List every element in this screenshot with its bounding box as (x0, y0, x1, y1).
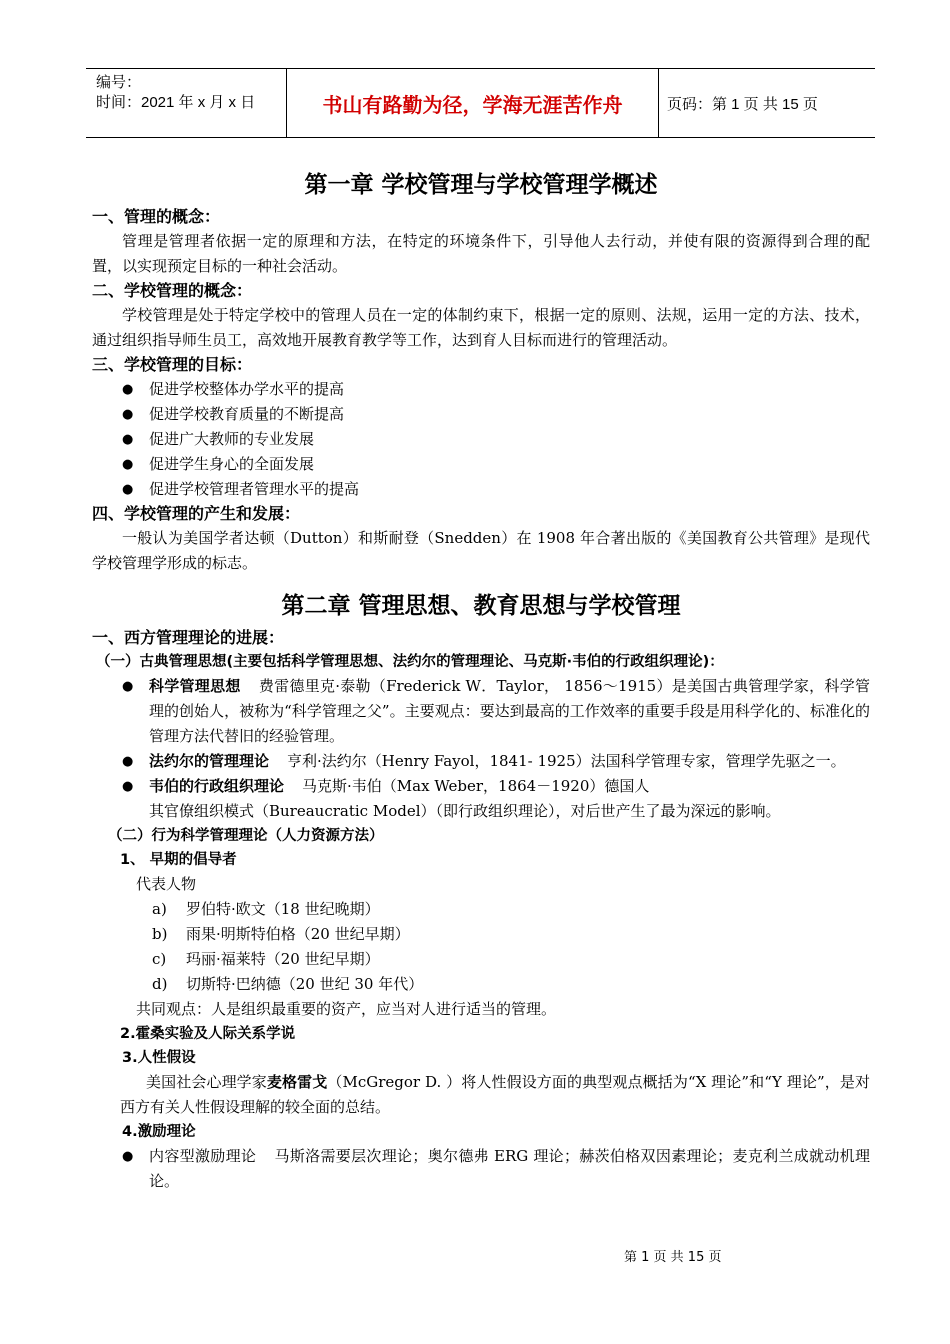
list-item: ● 促进学校管理者管理水平的提高 (92, 477, 870, 502)
list-item: d) 切斯特·巴纳德（20 世纪 30 年代） (152, 975, 424, 993)
section-title: 三、学校管理的目标： (92, 355, 253, 374)
label-text: 代表人物 (136, 875, 197, 893)
subsection-title: 2.霍桑实验及人际关系学说 (120, 1026, 296, 1042)
list-item: c) 玛丽·福莱特（20 世纪早期） (152, 950, 380, 968)
bullet-icon: ● (122, 407, 134, 422)
list-item: ● 促进学生身心的全面发展 (92, 452, 870, 477)
section-title: 一、西方管理理论的进展： (92, 628, 285, 647)
list-item: ● 促进广大教师的专业发展 (92, 427, 870, 452)
chapter-2-title: 第二章 管理思想、教育思想与学校管理 (281, 593, 681, 619)
number-label: 编号： (96, 74, 142, 91)
list-item: ● 科学管理思想 费雷德里克·泰勒（Frederick W．Taylor， 1856～1915）是美国古典管理学家，科学管理的创始人，被称为“科学管理之父”。主要观点：要达到最高的工作效率的重要手段是用科学化的、标准化的管理方法代替旧的经验管理。 (92, 674, 870, 749)
bullet-icon: ● (122, 457, 134, 472)
bullet-icon: ● (122, 754, 134, 769)
section-title: 一、管理的概念： (92, 207, 221, 226)
paragraph: 学校管理是处于特定学校中的管理人员在一定的体制约束下，根据一定的原则、法规，运用一定的方法、技术，通过组织指导师生员工，高效地开展教育教学等工作，达到育人目标而进行的管理活动。 (92, 306, 870, 349)
bullet-icon: ● (122, 482, 134, 497)
subsection-title: 4.激励理论 (122, 1124, 196, 1140)
paragraph: 共同观点：人是组织最重要的资产，应当对人进行适当的管理。 (136, 1000, 557, 1018)
paragraph: 美国社会心理学家麦格雷戈（McGregor D. ）将人性假设方面的典型观点概括为“X 理论”和“Y 理论”，是对西方有关人性假设理解的较全面的总结。 (120, 1073, 870, 1116)
page-footer: 第 1 页 共 15 页 (624, 1250, 722, 1265)
header-page-info: 页码：第 1 页 共 15 页 (667, 95, 818, 113)
list-item: ● 内容型激励理论 马斯洛需要层次理论；奥尔德弗 ERG 理论；赫茨伯格双因素理论；麦克利兰成就动机理论。 (92, 1144, 870, 1194)
bullet-icon: ● (122, 432, 134, 447)
subsection-title: （二）行为科学管理理论（人力资源方法） (108, 828, 384, 844)
subsection-title: （一）古典管理思想(主要包括科学管理思想、法约尔的管理理论、马克斯·韦伯的行政组织理论)： (96, 654, 724, 670)
paragraph: 一般认为美国学者达顿（Dutton）和斯耐登（Snedden）在 1908 年合著出版的《美国教育公共管理》是现代学校管理学形成的标志。 (92, 529, 870, 572)
document-body (92, 165, 870, 1194)
section-title: 四、学校管理的产生和发展： (92, 504, 301, 523)
list-item: ● 法约尔的管理理论 亨利·法约尔（Henry Fayol，1841- 1925）法国科学管理专家，管理学先驱之一。 (92, 749, 870, 774)
bullet-icon: ● (122, 779, 134, 794)
paragraph: 其官僚组织模式（Bureaucratic Model）（即行政组织理论），对后世产生了最为深远的影响。 (149, 802, 781, 820)
list-item: ● 促进学校整体办学水平的提高 (92, 377, 870, 402)
list-item: ● 促进学校教育质量的不断提高 (92, 402, 870, 427)
chapter-1-title: 第一章 学校管理与学校管理学概述 (304, 172, 658, 198)
bullet-icon: ● (122, 382, 134, 397)
list-item: ● 韦伯的行政组织理论 马克斯·韦伯（Max Weber，1864－1920）德国人 (92, 774, 870, 799)
page-header (86, 68, 875, 138)
section-title: 二、学校管理的概念： (92, 281, 253, 300)
header-meta (86, 69, 286, 137)
subsection-title: 1、 早期的倡导者 (120, 852, 237, 868)
bullet-icon: ● (122, 679, 134, 694)
list-item: a) 罗伯特·欧文（18 世纪晚期） (152, 900, 380, 918)
list-item: b) 雨果·明斯特伯格（20 世纪早期） (152, 925, 410, 943)
bullet-icon: ● (122, 1149, 134, 1164)
subsection-title: 3.人性假设 (122, 1050, 196, 1066)
header-motto: 书山有路勤为径，学海无涯苦作舟 (286, 69, 659, 137)
time-label: 时间：2021 年 x 月 x 日 (96, 94, 256, 111)
paragraph: 管理是管理者依据一定的原理和方法，在特定的环境条件下，引导他人去行动，并使有限的资源得到合理的配置，以实现预定目标的一种社会活动。 (92, 232, 870, 275)
